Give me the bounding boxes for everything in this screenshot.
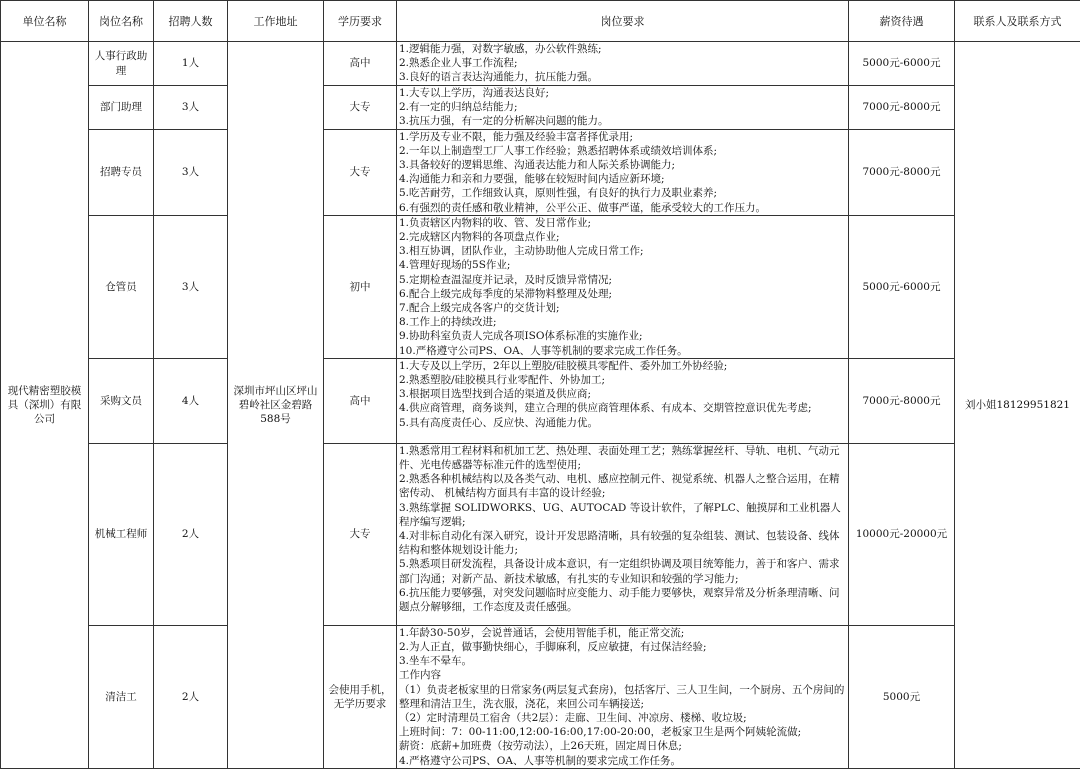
requirement-line: 4.沟通能力和亲和力要强，能够在较短时间内适应新环境; (399, 172, 846, 186)
requirements-cell (397, 129, 849, 215)
position-title: 部门助理 (89, 86, 154, 130)
header-contact: 联系人及联系方式 (955, 1, 1080, 42)
hire-count: 3人 (154, 86, 228, 130)
requirement-line: 1.大专及以上学历，2年以上塑胶/硅胶模具零配件、委外加工外协经验; (399, 359, 846, 373)
requirement-line: 3.抗压力强，有一定的分析解决问题的能力。 (399, 114, 846, 128)
requirement-line: 工作内容 (399, 668, 846, 682)
salary: 5000元-6000元 (849, 215, 955, 358)
requirement-line: 1.学历及专业不限，能力强及经验丰富者择优录用; (399, 130, 846, 144)
hire-count: 4人 (154, 358, 228, 443)
table-row (1, 443, 1080, 625)
requirement-line: 3.根据项目选型找到合适的渠道及供应商; (399, 387, 846, 401)
hire-count: 3人 (154, 215, 228, 358)
requirements-cell (397, 215, 849, 358)
requirement-line: 2.熟悉各种机械结构以及各类气动、电机、感应控制元件、视觉系统、机器人之整合运用，在精密传动、 机械结构方面具有丰富的设计经验; (399, 472, 846, 500)
requirement-line: 5.吃苦耐劳，工作细致认真，原则性强，有良好的执行力及职业素养; (399, 186, 846, 200)
requirement-line: 3.熟练掌握 SOLIDWORKS、UG、AUTOCAD 等设计软件，了解PLC、触摸屏和工业机器人程序编写逻辑; (399, 501, 846, 529)
requirement-line: （2）定时清理员工宿舍（共2层）：走廊、卫生间、冲凉房、楼梯、收垃圾; (399, 711, 846, 725)
work-address: 深圳市坪山区坪山碧岭社区金碧路588号 (228, 42, 324, 769)
position-title: 清洁工 (89, 625, 154, 768)
table-row (1, 86, 1080, 130)
salary: 5000元 (849, 625, 955, 768)
position-title: 仓管员 (89, 215, 154, 358)
header-education: 学历要求 (324, 1, 397, 42)
requirement-line: 上班时间：7：00-11:00,12:00-16:00,17:00-20:00，老板家卫生是两个阿姨轮流做; (399, 725, 846, 739)
job-table-body (1, 42, 1080, 769)
company-name: 现代精密塑胶模具（深圳）有限公司 (1, 42, 89, 769)
requirement-line: 5.定期检查温湿度并记录，及时反馈异常情况; (399, 273, 846, 287)
requirement-line: 6.有强烈的责任感和敬业精神，公平公正、做事严谨，能承受较大的工作压力。 (399, 201, 846, 215)
requirement-line: 6.抗压能力要够强，对突发问题临时应变能力、动手能力要够快，观察异常及分析条理清晰、问题点分解够细，工作态度及责任感强。 (399, 586, 846, 614)
requirement-line: 2.为人正直，做事勤快细心，手脚麻利，反应敏捷，有过保洁经验; (399, 640, 846, 654)
position-title: 人事行政助理 (89, 42, 154, 86)
header-requirements: 岗位要求 (397, 1, 849, 42)
salary: 7000元-8000元 (849, 358, 955, 443)
hire-count: 1人 (154, 42, 228, 86)
requirements-cell (397, 42, 849, 86)
requirement-line: 2.有一定的归纳总结能力; (399, 100, 846, 114)
hire-count: 3人 (154, 129, 228, 215)
requirement-line: 3.具备较好的逻辑思维、沟通表达能力和人际关系协调能力; (399, 158, 846, 172)
header-salary: 薪资待遇 (849, 1, 955, 42)
hire-count: 2人 (154, 625, 228, 768)
requirement-line: 10.严格遵守公司PS、OA、人事等机制的要求完成工作任务。 (399, 344, 846, 358)
requirement-line: 薪资：底薪+加班费（按劳动法），上26天班，固定周日休息; (399, 739, 846, 753)
table-row (1, 358, 1080, 443)
requirements-cell (397, 625, 849, 768)
requirement-line: 2.一年以上制造型工厂人事工作经验；熟悉招聘体系或绩效培训体系; (399, 144, 846, 158)
requirement-line: 1.年龄30-50岁，会说普通话，会使用智能手机，能正常交流; (399, 626, 846, 640)
requirement-line: 6.配合上级完成每季度的呆滞物料整理及处理; (399, 287, 846, 301)
salary: 7000元-8000元 (849, 129, 955, 215)
requirement-line: 1.负责辖区内物料的收、管、发日常作业; (399, 216, 846, 230)
table-row (1, 129, 1080, 215)
education-requirement: 初中 (324, 215, 397, 358)
requirement-line: 3.坐车不晕车。 (399, 654, 846, 668)
hire-count: 2人 (154, 443, 228, 625)
requirement-line: 2.熟悉企业人事工作流程; (399, 56, 846, 70)
requirements-cell (397, 358, 849, 443)
education-requirement: 高中 (324, 358, 397, 443)
education-requirement: 大专 (324, 129, 397, 215)
requirement-line: 3.良好的语言表达沟通能力，抗压能力强。 (399, 70, 846, 84)
table-row (1, 625, 1080, 768)
requirement-line: 4.严格遵守公司PS、OA、人事等机制的要求完成工作任务。 (399, 754, 846, 768)
requirement-line: 4.对非标自动化有深入研究，设计开发思路清晰，具有较强的复杂组装、测试、包装设备、线体结构和整体规划设计能力; (399, 529, 846, 557)
requirement-line: 5.熟悉项目研发流程，具备设计成本意识，有一定组织协调及项目统筹能力，善于和客户、需求部门沟通；对新产品、新技术敏感，有扎实的专业知识和较强的学习能力; (399, 557, 846, 585)
education-requirement: 大专 (324, 443, 397, 625)
header-position: 岗位名称 (89, 1, 154, 42)
header-company: 单位名称 (1, 1, 89, 42)
salary: 5000元-6000元 (849, 42, 955, 86)
table-row (1, 42, 1080, 86)
requirement-line: 2.熟悉塑胶/硅胶模具行业零配件、外协加工; (399, 373, 846, 387)
salary: 10000元-20000元 (849, 443, 955, 625)
education-requirement: 大专 (324, 86, 397, 130)
requirement-line: 3.相互协调，团队作业，主动协助他人完成日常工作; (399, 244, 846, 258)
requirement-line: 1.熟悉常用工程材料和机加工艺、热处理、表面处理工艺；熟练掌握丝杆、导轨、电机、气动元件、光电传感器等标准元件的选型使用; (399, 444, 846, 472)
requirement-line: （1）负责老板家里的日常家务(两层复式套房)，包括客厅、三人卫生间，一个厨房、五个房间的整理和清洁卫生，洗衣服，浇花，来回公司车辆接送; (399, 683, 846, 711)
contact-info: 刘小姐18129951821 (955, 42, 1080, 769)
requirement-line: 9.协助科室负责人完成各项ISO体系标准的实施作业; (399, 329, 846, 343)
header-count: 招聘人数 (154, 1, 228, 42)
requirements-cell (397, 86, 849, 130)
position-title: 招聘专员 (89, 129, 154, 215)
salary: 7000元-8000元 (849, 86, 955, 130)
requirement-line: 4.管理好现场的5S作业; (399, 258, 846, 272)
header-address: 工作地址 (228, 1, 324, 42)
requirements-cell (397, 443, 849, 625)
requirement-line: 1.逻辑能力强，对数字敏感，办公软件熟练; (399, 42, 846, 56)
education-requirement: 会使用手机，无学历要求 (324, 625, 397, 768)
requirement-line: 2.完成辖区内物料的各项盘点作业; (399, 230, 846, 244)
requirement-line: 8.工作上的持续改进; (399, 315, 846, 329)
position-title: 采购文员 (89, 358, 154, 443)
position-title: 机械工程师 (89, 443, 154, 625)
table-row (1, 215, 1080, 358)
requirement-line: 1.大专以上学历，沟通表达良好; (399, 86, 846, 100)
requirement-line: 4.供应商管理，商务谈判，建立合理的供应商管理体系、有成本、交期管控意识优先考虑; (399, 401, 846, 415)
requirement-line: 5.具有高度责任心、反应快、沟通能力优。 (399, 416, 846, 430)
requirement-line: 7.配合上级完成各客户的交货计划; (399, 301, 846, 315)
header-row (1, 1, 1080, 42)
education-requirement: 高中 (324, 42, 397, 86)
